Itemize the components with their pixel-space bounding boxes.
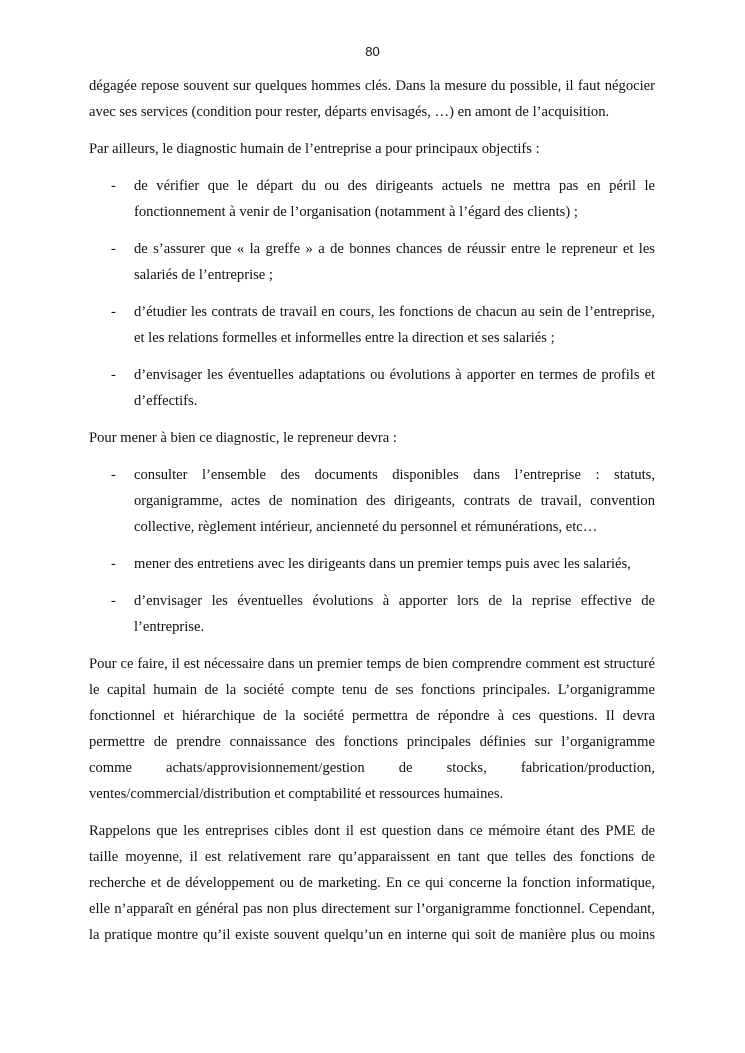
paragraph-4: Pour ce faire, il est nécessaire dans un premier temps de bien comprendre comment est structuré le capital humain de la société compte tenu de ses fonctions principales. L’organigramme fonctionnel et hiérarchique de la société permettra de répondre à ces questions. Il devra permettre de prendre connaissance des fonctions principales définies sur l’organigramme comme achats/approvisionnement/gestion de stocks, fabrication/production, ventes/commercial/distribution et comptabilité et ressources humaines. — [89, 656, 655, 802]
list-item: - consulter l’ensemble des documents disponibles dans l’entreprise : statuts, organigramme, actes de nomination des dirigeants, contrats de travail, convention collective, règlement intérieur, ancienneté du personnel et rémunérations, etc… — [89, 462, 655, 540]
paragraph-2: Par ailleurs, le diagnostic humain de l’entreprise a pour principaux objectifs : — [89, 141, 540, 157]
paragraph-1: dégagée repose souvent sur quelques hommes clés. Dans la mesure du possible, il faut négocier avec ses services (condition pour rester, départs envisagés, …) en amont de l’acquisition. — [89, 78, 655, 120]
bullet-dash: - — [111, 593, 116, 609]
page-number: 80 — [365, 44, 380, 59]
bullet-dash: - — [111, 367, 116, 383]
list-item: - d’étudier les contrats de travail en cours, les fonctions de chacun au sein de l’entreprise, et les relations formelles et informelles entre la direction et ses salariés ; — [89, 299, 655, 351]
bullet-dash: - — [111, 556, 116, 572]
list-item: - de s’assurer que « la greffe » a de bonnes chances de réussir entre le repreneur et les salariés de l’entreprise ; — [89, 236, 655, 288]
objectives-list — [89, 173, 655, 414]
list-item: - de vérifier que le départ du ou des dirigeants actuels ne mettra pas en péril le fonctionnement à venir de l’organisation (notamment à l’égard des clients) ; — [89, 173, 655, 225]
bullet-dash: - — [111, 178, 116, 194]
bullet-dash: - — [111, 304, 116, 320]
document-body — [89, 73, 655, 959]
paragraph-5: Rappelons que les entreprises cibles dont il est question dans ce mémoire étant des PME de taille moyenne, il est relativement rare qu’apparaissent en tant que telles des fonctions de recherche et de développement ou de marketing. En ce qui concerne la fonction informatique, elle n’apparaît en général pas non plus directement sur l’organigramme fonctionnel. Cependant, la pratique montre qu’il existe souvent quelqu’un en interne qui soit de manière plus ou moins — [89, 823, 655, 943]
list-item: - d’envisager les éventuelles adaptations ou évolutions à apporter en termes de profils et d’effectifs. — [89, 362, 655, 414]
actions-list — [89, 462, 655, 640]
paragraph-3: Pour mener à bien ce diagnostic, le repreneur devra : — [89, 430, 397, 446]
bullet-dash: - — [111, 241, 116, 257]
list-item: - mener des entretiens avec les dirigeants dans un premier temps puis avec les salariés, — [89, 551, 655, 577]
bullet-dash: - — [111, 467, 116, 483]
list-item: - d’envisager les éventuelles évolutions à apporter lors de la reprise effective de l’entreprise. — [89, 588, 655, 640]
